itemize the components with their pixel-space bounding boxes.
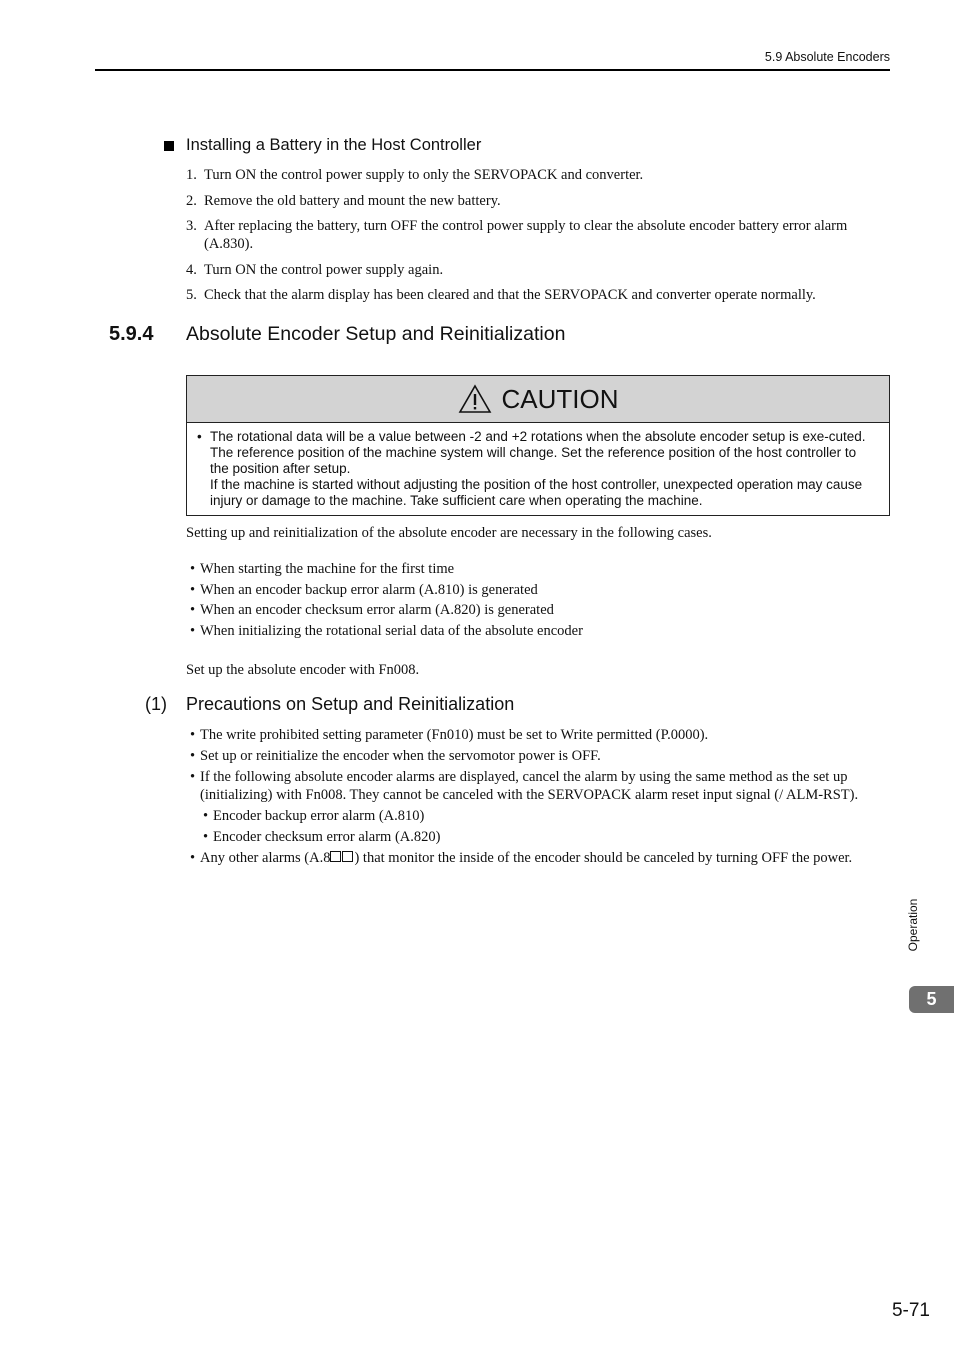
setup-note: Set up the absolute encoder with Fn008.: [186, 662, 420, 678]
subsection-number: (1): [145, 694, 167, 714]
list-item-text: If the following absolute encoder alarms are displayed, cancel the alarm by using the same method as the set up (initializing) with Fn008. They cannot be canceled with the SERVOPACK alarm reset input signal (/ ALM-RST).: [200, 769, 859, 803]
bullet: •: [190, 602, 196, 618]
list-item: [186, 286, 890, 304]
list-item: [186, 192, 890, 210]
alarm-code-prefix: Any other alarms (A.8: [200, 850, 331, 866]
caution-body: [187, 423, 889, 509]
caution-box: [186, 375, 890, 516]
list-item: [190, 828, 890, 846]
placeholder-box-icon: [342, 851, 353, 862]
list-item: [190, 601, 890, 619]
step-number: 3.: [186, 218, 197, 234]
list-item: [186, 217, 890, 253]
battery-steps-list: [186, 166, 890, 312]
cases-list: [190, 560, 890, 640]
header-rule: [95, 69, 890, 71]
list-item: [190, 581, 890, 599]
step-number: 2.: [186, 192, 197, 209]
bullet: •: [190, 748, 196, 764]
list-item: [190, 807, 890, 825]
step-text: Remove the old battery and mount the new battery.: [204, 192, 501, 209]
step-text: Check that the alarm display has been cleared and that the SERVOPACK and converter operate normally.: [204, 287, 816, 303]
bullet: •: [190, 581, 196, 598]
bullet: •: [190, 850, 196, 866]
step-number: 1.: [186, 167, 197, 183]
bullet: •: [190, 622, 196, 639]
placeholder-box-icon: [330, 851, 341, 862]
step-text: Turn ON the control power supply again.: [204, 261, 444, 278]
page-number: 5-71: [891, 1300, 930, 1321]
list-item-text: When initializing the rotational serial data of the absolute encoder: [200, 622, 583, 639]
list-item: [190, 622, 890, 640]
bullet: •: [190, 561, 196, 577]
bullet: •: [203, 808, 209, 824]
section-number: 5.9.4: [109, 323, 154, 345]
list-item-text: [200, 849, 852, 867]
alarm-text-suffix: ) that monitor the inside of the encoder should be canceled by turning OFF the power.: [354, 850, 853, 866]
list-item-text: When starting the machine for the first time: [200, 561, 455, 577]
intro-paragraph: Setting up and reinitialization of the absolute encoder are necessary in the following cases.: [186, 525, 712, 541]
chapter-side-label: Operation: [906, 898, 920, 952]
bullet: •: [190, 727, 196, 743]
battery-section-title: Installing a Battery in the Host Controller: [186, 136, 482, 154]
list-item: [190, 726, 890, 744]
chapter-tab: 5: [909, 986, 954, 1013]
bullet: •: [203, 829, 209, 845]
caution-paragraph: If the machine is started without adjusting the position of the host controller, unexpected operation may cause injury or damage to the machine. Take sufficient care when operating the machine.: [210, 477, 863, 508]
caution-paragraph: The rotational data will be a value between -2 and +2 rotations when the absolute encoder setup is exe-cuted. The reference position of the machine system will change. Set the reference position of the host controller to the position after setup.: [210, 429, 866, 476]
list-item-text: Encoder backup error alarm (A.810): [213, 808, 425, 824]
caution-heading: CAUTION: [501, 383, 619, 414]
section-heading: [109, 323, 565, 346]
list-item: [186, 166, 890, 184]
subsection-heading: [145, 694, 514, 715]
caution-text: [210, 429, 871, 509]
warning-triangle-icon: [458, 384, 492, 414]
step-text: Turn ON the control power supply to only the SERVOPACK and converter.: [204, 167, 644, 183]
subsection-title: Precautions on Setup and Reinitialization: [186, 694, 515, 714]
list-item: [190, 560, 890, 578]
list-item: [190, 849, 890, 867]
list-item: [186, 261, 890, 279]
section-title: Absolute Encoder Setup and Reinitialization: [186, 323, 566, 345]
precautions-list: [190, 726, 890, 867]
square-bullet-icon: [164, 141, 174, 151]
list-item-text: Encoder checksum error alarm (A.820): [213, 829, 441, 845]
battery-section-heading: [164, 136, 481, 155]
caution-bullet: •: [197, 429, 202, 444]
running-header: 5.9 Absolute Encoders: [764, 50, 890, 64]
list-item-text: When an encoder checksum error alarm (A.820) is generated: [200, 602, 554, 618]
list-item: [190, 768, 890, 804]
step-number: 4.: [186, 261, 197, 278]
list-item-text: Set up or reinitialize the encoder when the servomotor power is OFF.: [200, 748, 601, 764]
caution-header: [187, 376, 889, 423]
bullet: •: [190, 769, 196, 785]
list-item: [190, 747, 890, 765]
step-text: After replacing the battery, turn OFF the control power supply to clear the absolute encoder battery error alarm (A.830).: [204, 218, 848, 252]
list-item-text: The write prohibited setting parameter (Fn010) must be set to Write permitted (P.0000).: [200, 727, 709, 743]
list-item-text: When an encoder backup error alarm (A.810) is generated: [200, 581, 538, 598]
step-number: 5.: [186, 287, 197, 303]
